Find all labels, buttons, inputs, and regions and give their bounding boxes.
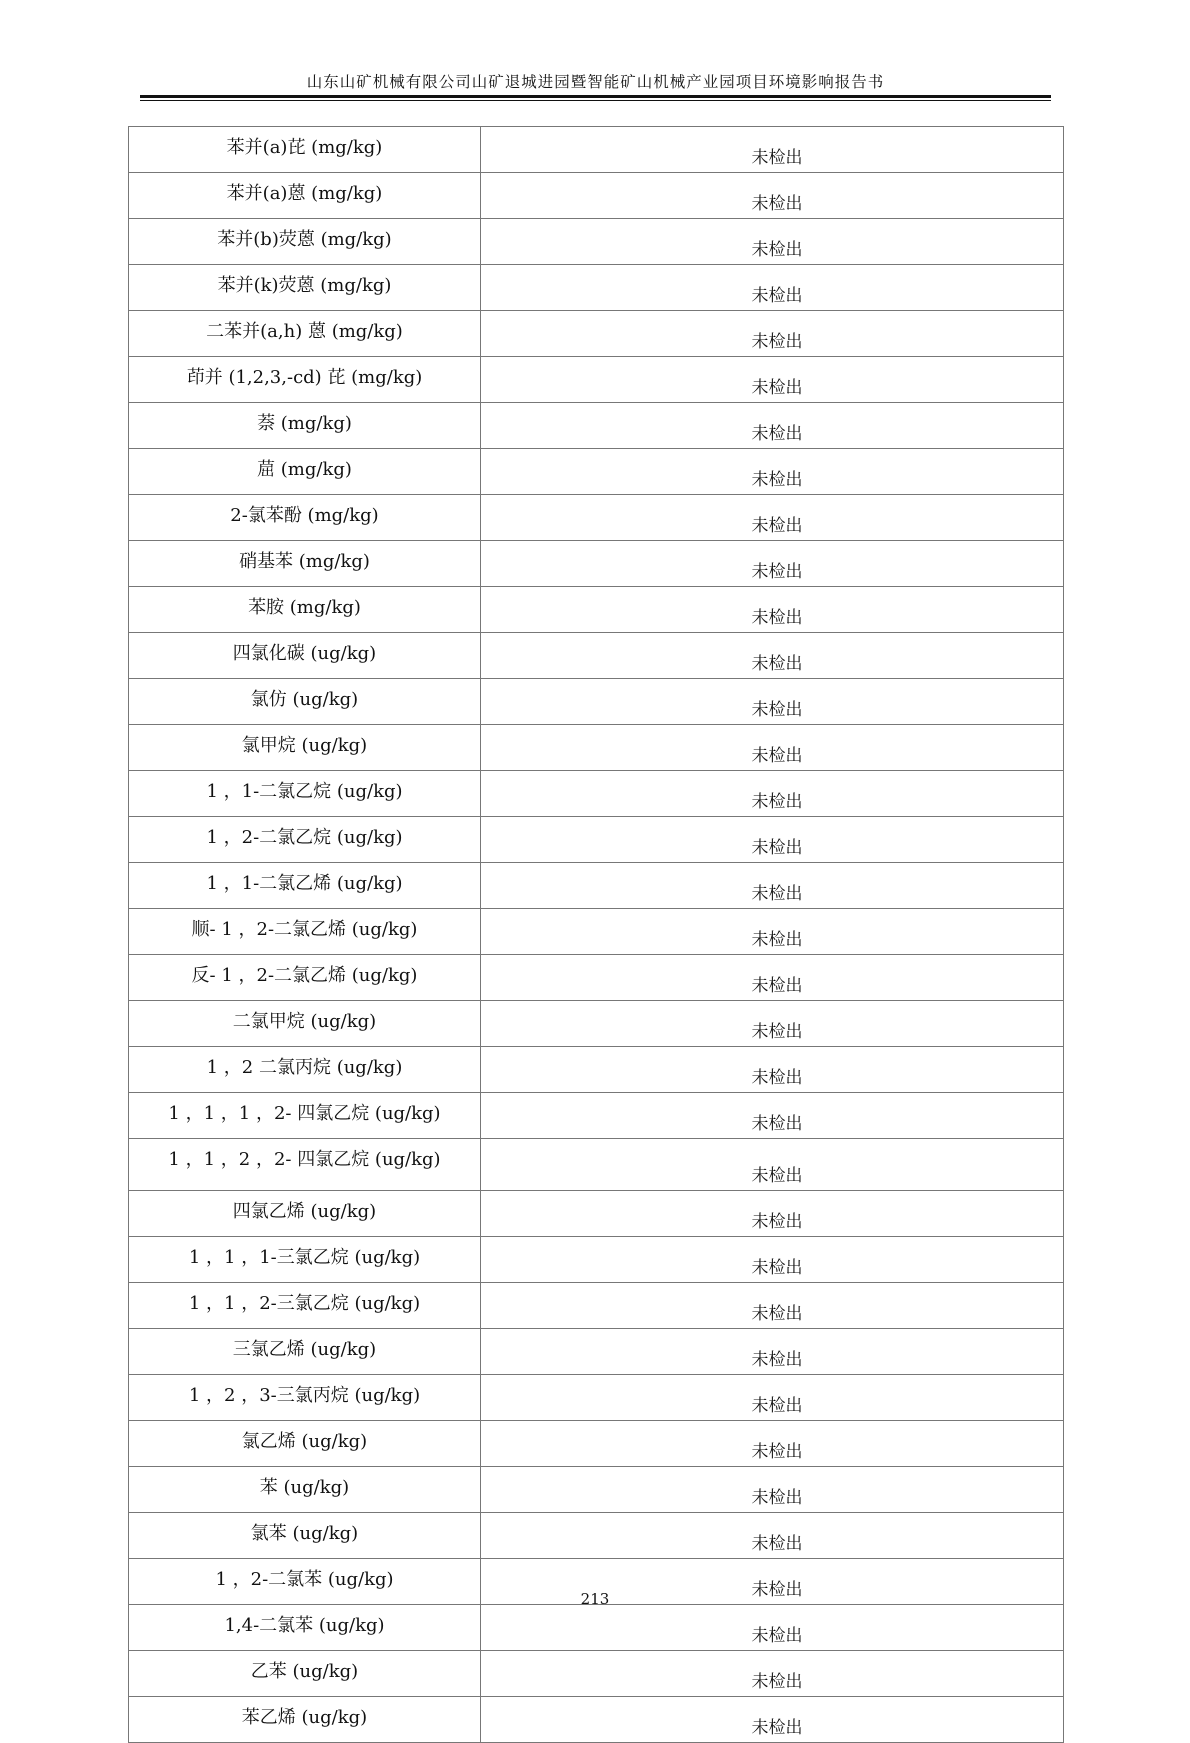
- result-cell: 未检出: [481, 1651, 1064, 1697]
- table-row: [129, 1651, 1064, 1697]
- result-cell: 未检出: [481, 1467, 1064, 1513]
- result-cell: 未检出: [481, 449, 1064, 495]
- result-cell: 未检出: [481, 1283, 1064, 1329]
- pollutant-name-cell: 四氯乙烯 (ug/kg): [129, 1191, 481, 1237]
- table-row: [129, 1605, 1064, 1651]
- result-cell: 未检出: [481, 219, 1064, 265]
- table-row: [129, 1697, 1064, 1743]
- table-row: [129, 771, 1064, 817]
- pollutant-name-cell: 反- 1 ，2-二氯乙烯 (ug/kg): [129, 955, 481, 1001]
- result-cell: 未检出: [481, 633, 1064, 679]
- pollutant-name-cell: 1 ，2-二氯苯 (ug/kg): [129, 1559, 481, 1605]
- pollutant-name-cell: 苯乙烯 (ug/kg): [129, 1697, 481, 1743]
- pollutant-name-cell: 1 ，2 ，3-三氯丙烷 (ug/kg): [129, 1375, 481, 1421]
- result-cell: 未检出: [481, 1697, 1064, 1743]
- pollutant-name-cell: 䓛 (mg/kg): [129, 449, 481, 495]
- table-row: [129, 1283, 1064, 1329]
- pollutant-name-cell: 1 ，2 二氯丙烷 (ug/kg): [129, 1047, 481, 1093]
- table-row: [129, 1191, 1064, 1237]
- pollutant-name-cell: 二氯甲烷 (ug/kg): [129, 1001, 481, 1047]
- result-cell: 未检出: [481, 863, 1064, 909]
- table-row: [129, 265, 1064, 311]
- result-cell: 未检出: [481, 1513, 1064, 1559]
- header-rule-thin: [140, 100, 1051, 101]
- result-cell: 未检出: [481, 771, 1064, 817]
- pollutant-name-cell: 苯 (ug/kg): [129, 1467, 481, 1513]
- table-row: [129, 863, 1064, 909]
- result-cell: 未检出: [481, 1559, 1064, 1605]
- result-cell: 未检出: [481, 541, 1064, 587]
- result-cell: 未检出: [481, 587, 1064, 633]
- table-row: [129, 1001, 1064, 1047]
- pollutant-results-table: [128, 126, 1064, 1743]
- result-cell: 未检出: [481, 1191, 1064, 1237]
- pollutant-name-cell: 2-氯苯酚 (mg/kg): [129, 495, 481, 541]
- table-row: [129, 909, 1064, 955]
- pollutant-name-cell: 乙苯 (ug/kg): [129, 1651, 481, 1697]
- table-row: [129, 127, 1064, 173]
- table-row: [129, 1237, 1064, 1283]
- result-cell: 未检出: [481, 127, 1064, 173]
- result-cell: 未检出: [481, 1093, 1064, 1139]
- pollutant-name-cell: 苯并(k)荧蒽 (mg/kg): [129, 265, 481, 311]
- table-row: [129, 357, 1064, 403]
- document-header-title: 山东山矿机械有限公司山矿退城进园暨智能矿山机械产业园项目环境影响报告书: [306, 73, 885, 91]
- pollutant-name-cell: 1 ，1-二氯乙烷 (ug/kg): [129, 771, 481, 817]
- result-cell: 未检出: [481, 173, 1064, 219]
- result-cell: 未检出: [481, 403, 1064, 449]
- result-cell: 未检出: [481, 955, 1064, 1001]
- result-cell: 未检出: [481, 1047, 1064, 1093]
- pollutant-name-cell: 萘 (mg/kg): [129, 403, 481, 449]
- result-cell: 未检出: [481, 1375, 1064, 1421]
- table-row: [129, 1139, 1064, 1191]
- table-row: [129, 1467, 1064, 1513]
- pollutant-name-cell: 氯仿 (ug/kg): [129, 679, 481, 725]
- table-row: [129, 1375, 1064, 1421]
- table-row: [129, 955, 1064, 1001]
- table-row: [129, 311, 1064, 357]
- pollutant-name-cell: 三氯乙烯 (ug/kg): [129, 1329, 481, 1375]
- pollutant-name-cell: 苯并(a)蒽 (mg/kg): [129, 173, 481, 219]
- result-cell: 未检出: [481, 357, 1064, 403]
- pollutant-name-cell: 1,4-二氯苯 (ug/kg): [129, 1605, 481, 1651]
- pollutant-name-cell: 四氯化碳 (ug/kg): [129, 633, 481, 679]
- result-cell: 未检出: [481, 1001, 1064, 1047]
- pollutant-name-cell: 氯苯 (ug/kg): [129, 1513, 481, 1559]
- pollutant-name-cell: 顺- 1 ，2-二氯乙烯 (ug/kg): [129, 909, 481, 955]
- pollutant-name-cell: 氯甲烷 (ug/kg): [129, 725, 481, 771]
- result-cell: 未检出: [481, 1605, 1064, 1651]
- table-row: [129, 1421, 1064, 1467]
- result-cell: 未检出: [481, 311, 1064, 357]
- table-row: [129, 173, 1064, 219]
- table-row: [129, 679, 1064, 725]
- pollutant-name-cell: 苯并(a)芘 (mg/kg): [129, 127, 481, 173]
- table-row: [129, 633, 1064, 679]
- table-row: [129, 1047, 1064, 1093]
- result-cell: 未检出: [481, 1421, 1064, 1467]
- pollutant-name-cell: 苯胺 (mg/kg): [129, 587, 481, 633]
- pollutant-name-cell: 苯并(b)荧蒽 (mg/kg): [129, 219, 481, 265]
- result-cell: 未检出: [481, 909, 1064, 955]
- result-cell: 未检出: [481, 725, 1064, 771]
- pollutant-name-cell: 二苯并(a,h) 蒽 (mg/kg): [129, 311, 481, 357]
- pollutant-name-cell: 1 ，2-二氯乙烷 (ug/kg): [129, 817, 481, 863]
- table-row: [129, 725, 1064, 771]
- pollutant-name-cell: 茚并 (1,2,3,-cd) 芘 (mg/kg): [129, 357, 481, 403]
- pollutant-name-cell: 1 ，1 ，2 ，2- 四氯乙烷 (ug/kg): [129, 1139, 481, 1191]
- table-row: [129, 541, 1064, 587]
- table-row: [129, 817, 1064, 863]
- pollutant-name-cell: 1 ，1 ，1 ，2- 四氯乙烷 (ug/kg): [129, 1093, 481, 1139]
- table-row: [129, 449, 1064, 495]
- table-row: [129, 1093, 1064, 1139]
- table-row: [129, 1513, 1064, 1559]
- table-row: [129, 1329, 1064, 1375]
- result-cell: 未检出: [481, 1237, 1064, 1283]
- page-number: 213: [580, 1590, 610, 1608]
- result-cell: 未检出: [481, 1139, 1064, 1191]
- table-row: [129, 403, 1064, 449]
- table-row: [129, 587, 1064, 633]
- header-rule-thick: [140, 95, 1051, 98]
- result-cell: 未检出: [481, 817, 1064, 863]
- pollutant-name-cell: 1 ，1 ，1-三氯乙烷 (ug/kg): [129, 1237, 481, 1283]
- table-row: [129, 495, 1064, 541]
- result-cell: 未检出: [481, 495, 1064, 541]
- result-cell: 未检出: [481, 679, 1064, 725]
- pollutant-name-cell: 硝基苯 (mg/kg): [129, 541, 481, 587]
- pollutant-name-cell: 1 ，1 ，2-三氯乙烷 (ug/kg): [129, 1283, 481, 1329]
- pollutant-name-cell: 1 ，1-二氯乙烯 (ug/kg): [129, 863, 481, 909]
- result-cell: 未检出: [481, 265, 1064, 311]
- result-cell: 未检出: [481, 1329, 1064, 1375]
- pollutant-name-cell: 氯乙烯 (ug/kg): [129, 1421, 481, 1467]
- table-row: [129, 219, 1064, 265]
